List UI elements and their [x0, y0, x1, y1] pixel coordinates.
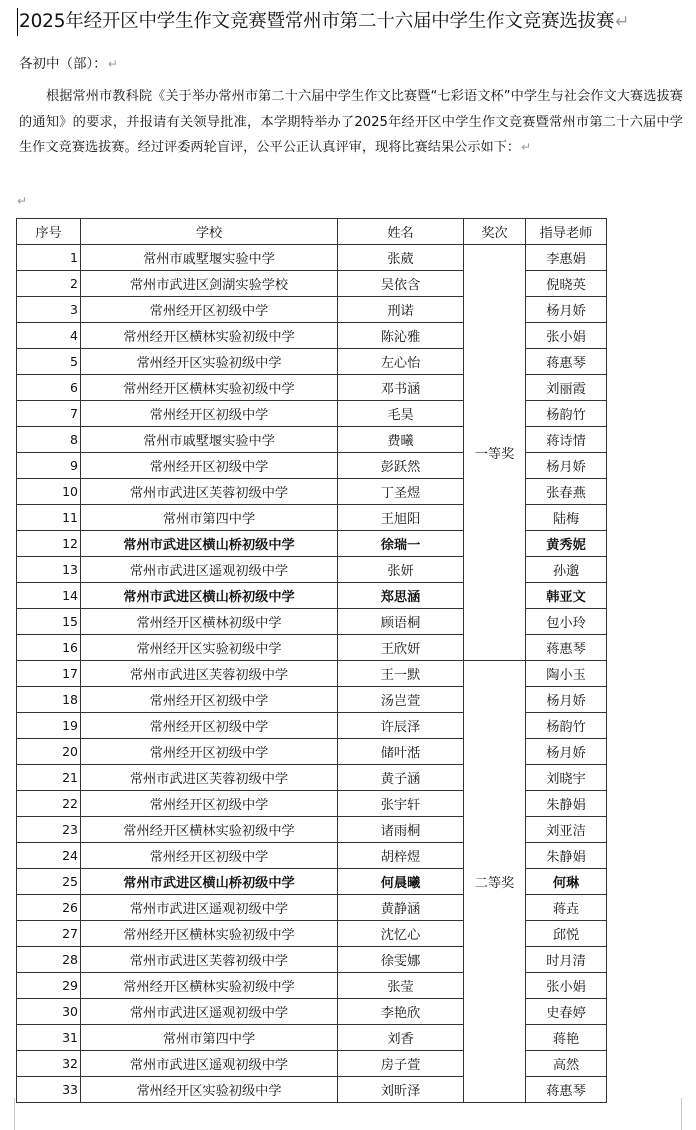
row-teacher[interactable]: 朱静娟	[526, 843, 607, 869]
row-teacher[interactable]: 杨月娇	[526, 687, 607, 713]
row-no[interactable]: 33	[17, 1077, 81, 1103]
row-name[interactable]: 费曦	[338, 427, 464, 453]
row-no[interactable]: 16	[17, 635, 81, 661]
row-school[interactable]: 常州经开区初级中学	[81, 401, 338, 427]
row-name[interactable]: 储叶湉	[338, 739, 464, 765]
row-school[interactable]: 常州市武进区遥观初级中学	[81, 557, 338, 583]
row-no[interactable]: 19	[17, 713, 81, 739]
row-name[interactable]: 毛昊	[338, 401, 464, 427]
row-teacher[interactable]: 包小玲	[526, 609, 607, 635]
row-no[interactable]: 26	[17, 895, 81, 921]
row-teacher[interactable]: 孙邈	[526, 557, 607, 583]
row-no[interactable]: 13	[17, 557, 81, 583]
row-no[interactable]: 5	[17, 349, 81, 375]
row-no[interactable]: 18	[17, 687, 81, 713]
row-name[interactable]: 王欣妍	[338, 635, 464, 661]
row-no[interactable]: 23	[17, 817, 81, 843]
row-name[interactable]: 刘昕泽	[338, 1077, 464, 1103]
row-name[interactable]: 张宇轩	[338, 791, 464, 817]
row-no[interactable]: 11	[17, 505, 81, 531]
table-row	[17, 245, 607, 271]
row-name[interactable]: 胡梓煜	[338, 843, 464, 869]
row-no[interactable]: 2	[17, 271, 81, 297]
row-no[interactable]: 3	[17, 297, 81, 323]
award-first-prize[interactable]: 一等奖	[464, 245, 526, 661]
row-teacher[interactable]: 蒋惠琴	[526, 349, 607, 375]
row-school[interactable]: 常州经开区实验初级中学	[81, 635, 338, 661]
row-school[interactable]: 常州经开区初级中学	[81, 791, 338, 817]
row-name[interactable]: 李艳欣	[338, 999, 464, 1025]
row-teacher[interactable]: 蒋艳	[526, 1025, 607, 1051]
row-name[interactable]: 王一默	[338, 661, 464, 687]
row-teacher[interactable]: 陶小玉	[526, 661, 607, 687]
row-school[interactable]: 常州经开区横林初级中学	[81, 609, 338, 635]
row-name[interactable]: 汤岂萱	[338, 687, 464, 713]
row-teacher[interactable]: 杨韵竹	[526, 401, 607, 427]
row-no[interactable]: 32	[17, 1051, 81, 1077]
row-teacher[interactable]: 杨韵竹	[526, 713, 607, 739]
paragraph-mark-icon: ↵	[17, 194, 28, 208]
document-title[interactable]	[19, 8, 679, 36]
row-name[interactable]: 何晨曦	[338, 869, 464, 895]
row-no[interactable]: 7	[17, 401, 81, 427]
row-school[interactable]: 常州经开区横林实验初级中学	[81, 817, 338, 843]
row-no[interactable]: 17	[17, 661, 81, 687]
row-teacher[interactable]: 蒋惠琴	[526, 1077, 607, 1103]
row-no[interactable]: 24	[17, 843, 81, 869]
row-no[interactable]: 4	[17, 323, 81, 349]
row-school[interactable]: 常州市武进区横山桥初级中学	[81, 531, 338, 557]
row-no[interactable]: 14	[17, 583, 81, 609]
header-school[interactable]: 学校	[81, 219, 338, 245]
row-school[interactable]: 常州市武进区芙蓉初级中学	[81, 947, 338, 973]
row-school[interactable]: 常州经开区初级中学	[81, 739, 338, 765]
salutation-text: 各初中（部）：	[19, 56, 107, 72]
results-table	[16, 218, 607, 1103]
row-school[interactable]: 常州经开区横林实验初级中学	[81, 323, 338, 349]
row-school[interactable]: 常州市武进区芙蓉初级中学	[81, 661, 338, 687]
page-edge-right	[681, 1098, 696, 1130]
table-header-row	[17, 219, 607, 245]
row-name[interactable]: 顾语桐	[338, 609, 464, 635]
row-no[interactable]: 25	[17, 869, 81, 895]
table-body	[17, 245, 607, 1103]
row-name[interactable]: 郑思涵	[338, 583, 464, 609]
row-no[interactable]: 31	[17, 1025, 81, 1051]
row-name[interactable]: 王旭阳	[338, 505, 464, 531]
row-teacher[interactable]: 李惠娟	[526, 245, 607, 271]
row-name[interactable]: 张葳	[338, 245, 464, 271]
row-teacher[interactable]: 张春燕	[526, 479, 607, 505]
row-teacher[interactable]: 高然	[526, 1051, 607, 1077]
row-teacher[interactable]: 蒋惠琴	[526, 635, 607, 661]
row-no[interactable]: 30	[17, 999, 81, 1025]
row-school[interactable]: 常州市武进区芙蓉初级中学	[81, 479, 338, 505]
row-school[interactable]: 常州经开区初级中学	[81, 453, 338, 479]
title-text: 2025年经开区中学生作文竞赛暨常州市第二十六届中学生作文竞赛选拔赛	[19, 11, 615, 32]
row-teacher[interactable]: 杨月娇	[526, 297, 607, 323]
row-no[interactable]: 27	[17, 921, 81, 947]
row-school[interactable]: 常州市武进区剑湖实验学校	[81, 271, 338, 297]
row-school[interactable]: 常州经开区横林实验初级中学	[81, 375, 338, 401]
row-name[interactable]: 张莹	[338, 973, 464, 999]
text-cursor	[17, 8, 18, 36]
paragraph-mark-icon: ↵	[107, 57, 118, 71]
row-teacher[interactable]: 倪晓英	[526, 271, 607, 297]
row-teacher[interactable]: 史春婷	[526, 999, 607, 1025]
row-name[interactable]: 沈忆心	[338, 921, 464, 947]
row-school[interactable]: 常州市武进区横山桥初级中学	[81, 869, 338, 895]
row-school[interactable]: 常州经开区初级中学	[81, 843, 338, 869]
row-teacher[interactable]: 刘亚洁	[526, 817, 607, 843]
row-teacher[interactable]: 刘丽霞	[526, 375, 607, 401]
row-no[interactable]: 9	[17, 453, 81, 479]
row-no[interactable]: 20	[17, 739, 81, 765]
row-name[interactable]: 许辰泽	[338, 713, 464, 739]
row-school[interactable]: 常州市武进区遥观初级中学	[81, 895, 338, 921]
row-name[interactable]: 陈沁雅	[338, 323, 464, 349]
row-name[interactable]: 张妍	[338, 557, 464, 583]
row-name[interactable]: 彭跃然	[338, 453, 464, 479]
row-no[interactable]: 28	[17, 947, 81, 973]
row-school[interactable]: 常州市武进区遥观初级中学	[81, 1051, 338, 1077]
row-no[interactable]: 10	[17, 479, 81, 505]
row-no[interactable]: 29	[17, 973, 81, 999]
row-school[interactable]: 常州经开区实验初级中学	[81, 1077, 338, 1103]
row-teacher[interactable]: 杨月娇	[526, 453, 607, 479]
row-name[interactable]: 房子萱	[338, 1051, 464, 1077]
row-teacher[interactable]: 何琳	[526, 869, 607, 895]
header-teacher[interactable]: 指导老师	[526, 219, 607, 245]
row-name[interactable]: 吴依含	[338, 271, 464, 297]
row-school[interactable]: 常州经开区横林实验初级中学	[81, 921, 338, 947]
row-name[interactable]: 徐瑞一	[338, 531, 464, 557]
row-teacher[interactable]: 刘晓宇	[526, 765, 607, 791]
header-no[interactable]: 序号	[17, 219, 81, 245]
row-name[interactable]: 黄静涵	[338, 895, 464, 921]
row-teacher[interactable]: 陆梅	[526, 505, 607, 531]
award-second-prize[interactable]: 二等奖	[464, 661, 526, 1103]
row-school[interactable]: 常州市武进区芙蓉初级中学	[81, 765, 338, 791]
row-teacher[interactable]: 韩亚文	[526, 583, 607, 609]
header-name[interactable]: 姓名	[338, 219, 464, 245]
row-teacher[interactable]: 黄秀妮	[526, 531, 607, 557]
row-teacher[interactable]: 蒋诗情	[526, 427, 607, 453]
paragraph-mark-icon: ↵	[521, 140, 532, 154]
row-no[interactable]: 12	[17, 531, 81, 557]
row-name[interactable]: 诸雨桐	[338, 817, 464, 843]
row-school[interactable]: 常州经开区横林实验初级中学	[81, 973, 338, 999]
salutation[interactable]	[19, 54, 118, 74]
header-award[interactable]: 奖次	[464, 219, 526, 245]
row-no[interactable]: 15	[17, 609, 81, 635]
row-name[interactable]: 丁圣煜	[338, 479, 464, 505]
row-school[interactable]: 常州市第四中学	[81, 505, 338, 531]
row-no[interactable]: 22	[17, 791, 81, 817]
row-school[interactable]: 常州市第四中学	[81, 1025, 338, 1051]
row-teacher[interactable]: 张小娟	[526, 973, 607, 999]
row-teacher[interactable]: 张小娟	[526, 323, 607, 349]
intro-paragraph[interactable]	[19, 84, 683, 161]
row-school[interactable]: 常州市戚墅堰实验中学	[81, 245, 338, 271]
row-teacher[interactable]: 杨月娇	[526, 739, 607, 765]
row-name[interactable]: 左心怡	[338, 349, 464, 375]
row-name[interactable]: 刑诺	[338, 297, 464, 323]
row-teacher[interactable]: 时月清	[526, 947, 607, 973]
row-no[interactable]: 6	[17, 375, 81, 401]
row-no[interactable]: 8	[17, 427, 81, 453]
row-school[interactable]: 常州市武进区横山桥初级中学	[81, 583, 338, 609]
row-name[interactable]: 徐雯娜	[338, 947, 464, 973]
page-edge-left	[0, 1098, 15, 1130]
row-name[interactable]: 黄子涵	[338, 765, 464, 791]
row-school[interactable]: 常州经开区初级中学	[81, 687, 338, 713]
paragraph-mark-icon: ↵	[615, 12, 630, 32]
row-school[interactable]: 常州经开区实验初级中学	[81, 349, 338, 375]
row-teacher[interactable]: 蒋垚	[526, 895, 607, 921]
row-no[interactable]: 21	[17, 765, 81, 791]
row-teacher[interactable]: 朱静娟	[526, 791, 607, 817]
paragraph-text: 根据常州市教科院《关于举办常州市第二十六届中学生作文比赛暨“七彩语文杯”中学生与社会作文大赛选拔赛的通知》的要求，并报请有关领导批准，本学期特举办了2025年经开区中学生作文竞赛暨常州市第二十六届中学生作文竞赛选拔赛。经过评委两轮盲评，公平公正认真评审，现将比赛结果公示如下：	[19, 89, 683, 155]
row-school[interactable]: 常州经开区初级中学	[81, 297, 338, 323]
row-school[interactable]: 常州市武进区遥观初级中学	[81, 999, 338, 1025]
row-school[interactable]: 常州市戚墅堰实验中学	[81, 427, 338, 453]
table-row	[17, 661, 607, 687]
row-name[interactable]: 邓书涵	[338, 375, 464, 401]
row-name[interactable]: 刘香	[338, 1025, 464, 1051]
row-school[interactable]: 常州经开区初级中学	[81, 713, 338, 739]
row-teacher[interactable]: 邱悦	[526, 921, 607, 947]
row-no[interactable]: 1	[17, 245, 81, 271]
